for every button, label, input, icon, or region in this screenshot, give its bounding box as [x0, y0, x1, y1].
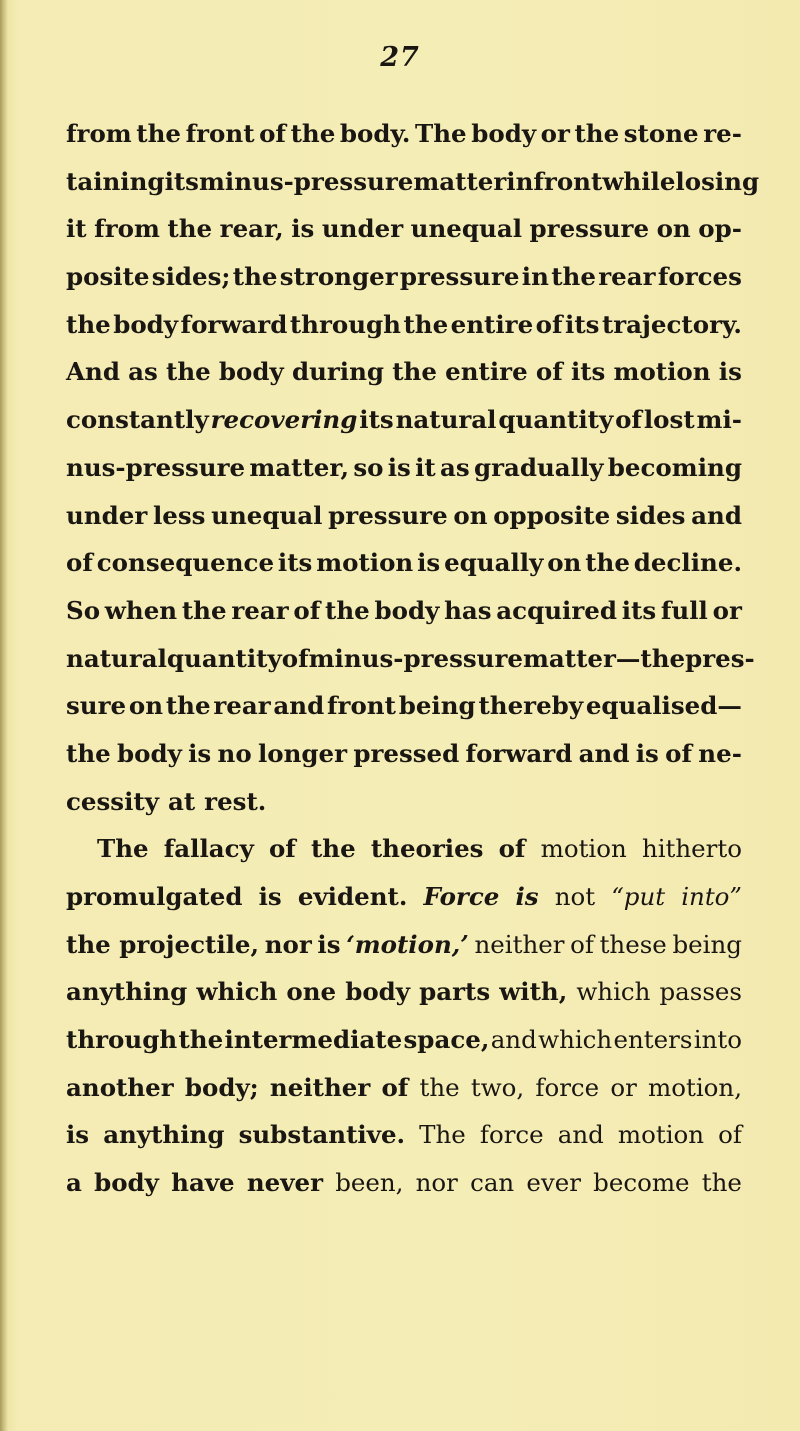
word: these: [599, 929, 667, 959]
word: front: [327, 691, 396, 721]
word: The: [419, 1120, 466, 1150]
word: the projectile,: [66, 929, 260, 959]
word: when: [104, 595, 178, 625]
word: one: [286, 977, 337, 1007]
word: of: [498, 834, 526, 864]
word: or: [540, 119, 570, 148]
word: is: [258, 882, 282, 911]
word: body: [218, 357, 284, 387]
text-line: [66, 1159, 742, 1207]
word: constantly: [66, 405, 209, 435]
text-line: [66, 205, 742, 253]
word: the: [419, 1072, 460, 1102]
word: which: [576, 977, 651, 1007]
word: at: [167, 786, 196, 816]
word: stronger: [279, 262, 398, 292]
word: ne-: [698, 738, 742, 768]
word: “put: [611, 882, 666, 911]
binding-edge: [0, 0, 8, 1431]
word: natural: [66, 643, 167, 673]
word: which: [196, 977, 278, 1007]
word: body.: [339, 119, 411, 148]
word: motion: [316, 548, 414, 578]
word: Force: [423, 882, 500, 911]
text-line: [66, 968, 742, 1016]
word: nor: [415, 1168, 458, 1198]
word: pressure: [399, 262, 520, 292]
word: not: [554, 882, 596, 911]
word: and: [490, 1025, 537, 1055]
word: rear: [598, 262, 656, 292]
word: sides: [615, 500, 686, 530]
word: it: [415, 452, 436, 482]
word: pres-: [685, 643, 755, 673]
word: body: [345, 977, 411, 1007]
word: and: [578, 738, 630, 768]
word: of: [615, 405, 642, 435]
word: body: [374, 595, 440, 625]
word: cessity: [66, 786, 159, 816]
word: neither: [269, 1072, 371, 1102]
word: acquired: [496, 595, 617, 625]
word: of: [293, 595, 321, 625]
word: the: [66, 309, 111, 339]
word: The: [415, 119, 467, 148]
text-line: [66, 396, 742, 444]
word: the: [551, 262, 596, 292]
body-text: [66, 110, 760, 1207]
word: its: [277, 548, 313, 578]
text-line: [66, 1064, 742, 1112]
word: pressure: [529, 214, 650, 244]
word: theories: [370, 834, 484, 864]
word: the: [310, 834, 356, 864]
word: of: [535, 309, 563, 339]
word: on: [547, 548, 582, 578]
word: ‘motion,’: [346, 929, 469, 959]
word: forward: [465, 738, 573, 768]
word: never: [246, 1168, 323, 1198]
word: under: [66, 500, 148, 530]
word: the: [66, 738, 111, 768]
word: entire: [445, 357, 528, 387]
word: the: [165, 691, 211, 721]
word: the: [167, 214, 213, 244]
word: mi-: [696, 405, 742, 435]
word: pressed: [353, 738, 460, 768]
word: quantity: [498, 405, 614, 435]
word: nor: [264, 929, 312, 959]
word: natural: [395, 405, 497, 435]
word: promulgated: [66, 882, 243, 911]
word: pressure: [328, 500, 448, 530]
word: during: [291, 357, 385, 387]
word: ever: [526, 1168, 581, 1198]
word: the: [232, 262, 278, 292]
word: the: [290, 119, 336, 148]
text-line: [66, 301, 742, 349]
word: become: [593, 1168, 690, 1198]
word: neither: [474, 929, 565, 959]
word: space,: [403, 1025, 490, 1055]
word: is: [417, 548, 441, 578]
word: in: [506, 166, 534, 196]
word: of: [570, 929, 594, 959]
word: in: [521, 262, 549, 292]
word: trajectory.: [601, 309, 742, 339]
word: And: [66, 357, 120, 387]
text-line: [66, 444, 742, 492]
word: from: [94, 214, 160, 244]
word: full: [660, 595, 708, 625]
word: the: [392, 357, 437, 387]
word: front: [533, 166, 603, 196]
text-line: [66, 682, 742, 730]
word: stone: [623, 119, 699, 148]
text-line: [66, 253, 742, 301]
word: quantity: [166, 643, 282, 673]
word: is: [291, 214, 315, 244]
word: under: [321, 214, 404, 244]
word: through: [289, 309, 401, 339]
word: the: [574, 119, 620, 148]
page-number: 27: [380, 42, 420, 73]
word: of: [718, 1120, 742, 1150]
word: is: [66, 1120, 90, 1150]
word: with,: [499, 977, 568, 1007]
text-line: [66, 825, 742, 873]
word: matter—the: [522, 643, 686, 673]
word: is: [188, 738, 212, 768]
word: sure: [66, 691, 127, 721]
word: its: [359, 405, 394, 435]
word: equally: [444, 548, 544, 578]
word: motion: [613, 357, 711, 387]
word: rear,: [219, 214, 284, 244]
word: of: [66, 548, 93, 578]
word: body;: [184, 1072, 259, 1102]
word: recovering: [210, 405, 358, 435]
word: motion: [617, 1120, 705, 1150]
word: of: [259, 119, 286, 148]
word: which: [538, 1025, 613, 1055]
word: its: [164, 166, 199, 196]
word: is: [718, 357, 742, 387]
word: being: [398, 691, 476, 721]
word: on: [128, 691, 164, 721]
word: enters: [613, 1025, 693, 1055]
word: thereby: [478, 691, 584, 721]
word: the: [166, 357, 211, 387]
word: forces: [657, 262, 742, 292]
word: intermediate: [224, 1025, 403, 1055]
text-line: [66, 348, 742, 396]
word: body: [471, 119, 537, 148]
word: being: [672, 929, 742, 959]
word: minus-pressure: [198, 166, 414, 196]
word: the: [701, 1168, 742, 1198]
word: matter: [413, 166, 507, 196]
word: rear: [231, 595, 289, 625]
word: of: [381, 1072, 409, 1102]
word: of: [281, 643, 309, 673]
word: parts: [419, 977, 491, 1007]
text-line: [66, 158, 760, 206]
word: been,: [335, 1168, 404, 1198]
word: re-: [703, 119, 742, 148]
word: of: [665, 738, 693, 768]
text-line: [66, 635, 755, 683]
word: rest.: [204, 786, 267, 816]
word: losing: [675, 166, 760, 196]
word: minus-pressure: [308, 643, 523, 673]
text-line: [66, 1111, 742, 1159]
word: anything: [66, 977, 188, 1007]
word: less: [152, 500, 206, 530]
word: the: [178, 1025, 224, 1055]
word: rear: [213, 691, 271, 721]
word: matter,: [249, 452, 350, 482]
word: as: [440, 452, 470, 482]
word: motion,: [648, 1072, 742, 1102]
word: its: [570, 357, 606, 387]
text-line: [66, 492, 742, 540]
word: lost: [643, 405, 695, 435]
word: of: [535, 357, 563, 387]
word: of: [268, 834, 296, 864]
word: unequal: [410, 214, 522, 244]
word: body: [113, 309, 179, 339]
word: its: [621, 595, 657, 625]
word: consequence: [96, 548, 275, 578]
word: the: [136, 119, 182, 148]
text-line: [66, 539, 742, 587]
word: posite: [66, 262, 150, 292]
word: evident.: [297, 882, 408, 911]
word: op-: [698, 214, 742, 244]
word: while: [602, 166, 676, 196]
word: another: [66, 1072, 174, 1102]
word: the: [585, 548, 630, 578]
word: so: [353, 452, 384, 482]
word: force: [479, 1120, 544, 1150]
word: The: [97, 834, 149, 864]
word: the: [181, 595, 227, 625]
word: hitherto: [641, 834, 742, 864]
word: motion: [540, 834, 627, 864]
word: sides;: [151, 262, 231, 292]
word: fallacy: [163, 834, 254, 864]
word: has: [444, 595, 492, 625]
word: longer: [257, 738, 348, 768]
word: gradually: [473, 452, 604, 482]
word: passes: [659, 977, 742, 1007]
word: into: [693, 1025, 742, 1055]
word: forward: [180, 309, 288, 339]
word: is: [515, 882, 539, 911]
word: is: [635, 738, 659, 768]
word: or: [610, 1072, 637, 1102]
word: So: [66, 595, 101, 625]
word: as: [128, 357, 158, 387]
text-line: [66, 587, 742, 635]
word: through: [66, 1025, 178, 1055]
word: and: [691, 500, 742, 530]
word: and: [273, 691, 325, 721]
word: from: [66, 119, 132, 148]
word: on: [656, 214, 691, 244]
word: body: [94, 1168, 159, 1198]
word: no: [217, 738, 252, 768]
word: opposite: [493, 500, 611, 530]
word: it: [66, 214, 87, 244]
word: two,: [470, 1072, 525, 1102]
word: a: [66, 1168, 82, 1198]
word: equalised—: [585, 691, 742, 721]
text-line: [66, 110, 742, 158]
text-line: [66, 873, 742, 921]
word: the: [403, 309, 449, 339]
text-line: [66, 778, 742, 826]
word: taining: [66, 166, 165, 196]
word: body: [117, 738, 182, 768]
word: can: [470, 1168, 515, 1198]
word: is: [317, 929, 341, 959]
word: on: [453, 500, 488, 530]
text-line: [66, 921, 742, 969]
word: and: [557, 1120, 604, 1150]
word: nus-pressure: [66, 452, 246, 482]
word: the: [325, 595, 370, 625]
word: entire: [450, 309, 534, 339]
word: into”: [681, 882, 742, 911]
word: decline.: [633, 548, 742, 578]
word: is: [387, 452, 411, 482]
word: have: [171, 1168, 235, 1198]
word: or: [712, 595, 742, 625]
word: anything: [103, 1120, 225, 1150]
word: becoming: [607, 452, 742, 482]
text-line: [66, 1016, 742, 1064]
word: its: [565, 309, 600, 339]
word: force: [535, 1072, 600, 1102]
word: unequal: [211, 500, 323, 530]
text-line: [66, 730, 742, 778]
word: front: [185, 119, 255, 148]
word: substantive.: [238, 1120, 406, 1150]
